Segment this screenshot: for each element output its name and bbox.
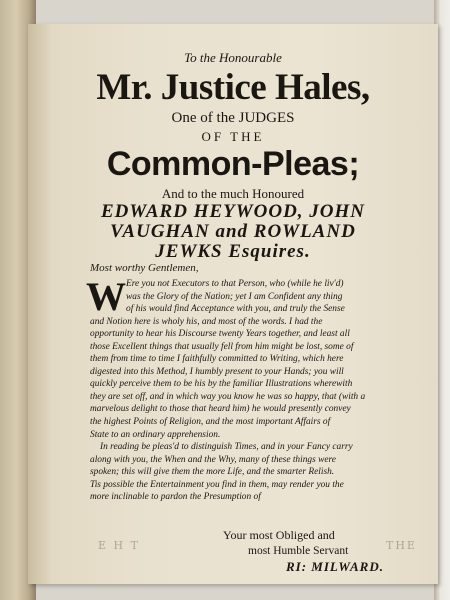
body-line: spoken; this will give them the more Life, and the smarter Relish.	[90, 467, 335, 478]
body-line: opportunity to hear his Discourse twenty Years together, and least all	[90, 329, 350, 340]
and-to-line: And to the much Honoured	[161, 186, 305, 201]
dedication-to: To the Honourable	[184, 50, 282, 65]
body-line: quickly perceive them to be his by the familiar Illustrations wherewith	[90, 379, 353, 390]
closing-line-2: most Humble Servant	[248, 545, 349, 557]
body-line: In reading be pleas'd to distinguish Times, and in your Fancy carry	[100, 442, 353, 453]
body-line: digested into this Method, I humbly present to your Hands; you will	[90, 366, 344, 377]
names-line-2: VAUGHAN and ROWLAND	[110, 221, 356, 242]
body-line: of his would find Acceptance with you, and truly the Sense	[126, 304, 345, 315]
dedication-body	[86, 274, 422, 504]
salutation: Most worthy Gentlemen,	[90, 262, 199, 274]
names-line-1: EDWARD HEYWOOD, JOHN	[100, 201, 366, 222]
signature: RI: MILWARD.	[286, 559, 384, 574]
book-page	[28, 24, 438, 584]
dedicatee-name: Mr. Justice Hales,	[96, 67, 370, 108]
body-line: along with you, the When and the Why, many of these things were	[90, 454, 336, 465]
body-line: State to an ordinary apprehension.	[90, 429, 221, 440]
body-line: Tis possible the Entertainment you find in them, may render you the	[90, 479, 344, 490]
drop-cap: W	[86, 274, 126, 319]
body-line: they are set off, and in which way you know he was so happy, that (with a	[90, 391, 366, 402]
of-the-line: OF THE	[201, 129, 265, 144]
body-line: was the Glory of the Nation; yet I am Confident any thing	[126, 291, 343, 302]
body-line: marvelous delight to those that heard him) he would presently convey	[90, 404, 351, 415]
names-line-3: JEWKS Esquires.	[155, 241, 311, 262]
body-line: the highest Points of Religion, and the most important Affairs of	[90, 417, 331, 428]
bleed-through-right: THE	[386, 539, 417, 552]
court-name: Common-Pleas;	[106, 145, 360, 183]
bleed-through-left: E H T	[98, 539, 140, 552]
dedicatee-role: One of the JUDGES	[171, 110, 295, 126]
body-line: and Notion here is wholy his, and most of the words. I had the	[90, 316, 323, 327]
body-line: them from time to time I faithfully committed to Writing, which here	[90, 354, 344, 365]
body-line: those Excellent things that usually fell from him might be lost, some of	[90, 341, 354, 352]
body-line: more inclinable to pardon the Presumption of	[90, 492, 261, 503]
body-line: Ere you not Executors to that Person, who (while he liv'd)	[126, 279, 344, 289]
closing-line-1: Your most Obliged and	[223, 528, 335, 542]
